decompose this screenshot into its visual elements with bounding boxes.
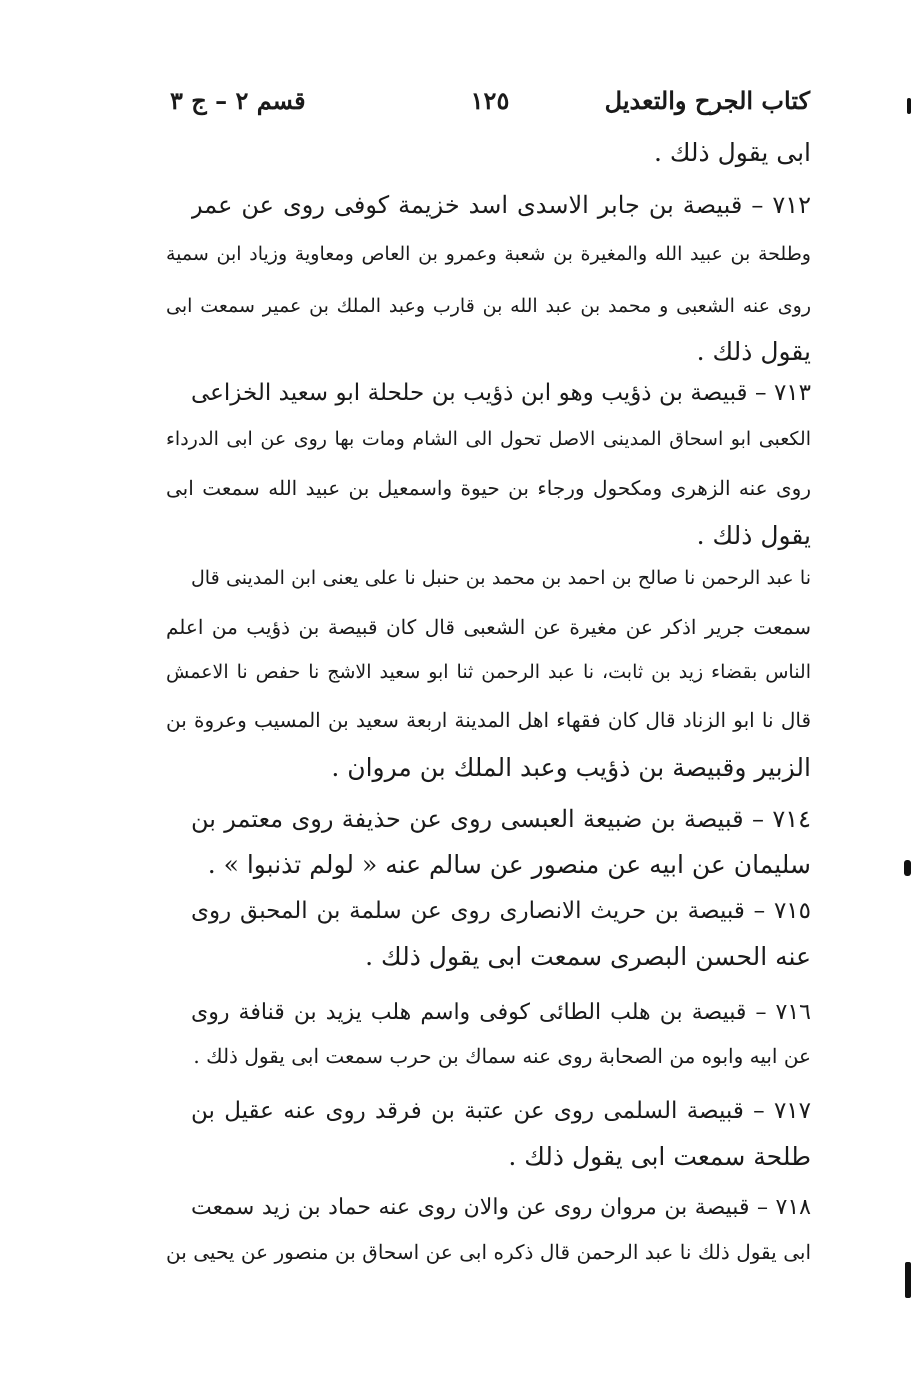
text-line: يقول ذلك .	[696, 521, 811, 550]
text-line: عنه الحسن البصرى سمعت ابى يقول ذلك .	[365, 942, 811, 971]
entry-714-line: ٧١٤ – قبيصة بن ضبيعة العبسى روى عن حذيفة روى معتمر بن	[191, 805, 811, 833]
text-line: الكعبى ابو اسحاق المدينى الاصل تحول الى الشام ومات بها روى عن ابى الدرداء	[166, 428, 811, 450]
entry-718-line: ٧١٨ – قبيصة بن مروان روى عن والان روى عنه حماد بن زيد سمعت	[191, 1195, 811, 1220]
section-volume: قسم ٢ – ج ٣	[170, 86, 306, 115]
text-line: روى عنه الشعبى و محمد بن عبد الله بن قارب وعبد الملك بن عمير سمعت ابى	[166, 295, 811, 317]
scan-edge-mark	[907, 98, 911, 114]
text-line: سمعت جرير اذكر عن مغيرة عن الشعبى قال كان قبيصة بن ذؤيب من اعلم	[166, 615, 811, 639]
running-header	[170, 86, 810, 126]
text-line: سليمان عن ابيه عن منصور عن سالم عنه « لولم تذنبوا » .	[207, 850, 811, 879]
text-line: وطلحة بن عبيد الله والمغيرة بن شعبة وعمرو بن العاص ومعاوية وزياد ابن سمية	[166, 243, 811, 265]
text-line: الناس بقضاء زيد بن ثابت، نا عبد الرحمن ثنا ابو سعيد الاشج نا حفص نا الاعمش	[166, 661, 811, 683]
entry-716-line: ٧١٦ – قبيصة بن هلب الطائى كوفى واسم هلب يزيد بن قنافة روى	[191, 1000, 811, 1025]
text-line: روى عنه الزهرى ومكحول ورجاء بن حيوة واسمعيل بن عبيد الله سمعت ابى	[166, 476, 811, 500]
entry-713-line: ٧١٣ – قبيصة بن ذؤيب وهو ابن ذؤيب بن حلحلة ابو سعيد الخزاعى	[191, 380, 811, 406]
narration-line: نا عبد الرحمن نا صالح بن احمد بن محمد بن حنبل نا على يعنى ابن المدينى قال	[191, 567, 811, 589]
entry-717-line: ٧١٧ – قبيصة السلمى روى عن عتبة بن فرقد روى عنه عقيل بن	[191, 1098, 811, 1124]
scan-edge-mark	[904, 860, 911, 876]
text-line: عن ابيه وابوه من الصحابة روى عنه سماك بن حرب سمعت ابى يقول ذلك .	[193, 1044, 811, 1068]
text-line: الزبير وقبيصة بن ذؤيب وعبد الملك بن مروان .	[331, 753, 811, 782]
scan-edge-mark	[905, 1262, 911, 1298]
text-line: قال نا ابو الزناد قال كان فقهاء اهل المدينة اربعة سعيد بن المسيب وعروة بن	[166, 708, 811, 732]
text-line: ابى يقول ذلك .	[653, 138, 811, 167]
page-number: ١٢٥	[470, 86, 510, 115]
entry-712-line: ٧١٢ – قبيصة بن جابر الاسدى اسد خزيمة كوفى روى عن عمر	[191, 191, 811, 219]
text-line: طلحة سمعت ابى يقول ذلك .	[508, 1142, 811, 1171]
entry-715-line: ٧١٥ – قبيصة بن حريث الانصارى روى عن سلمة بن المحبق روى	[191, 898, 811, 924]
book-title: كتاب الجرح والتعديل	[604, 86, 810, 115]
text-line: يقول ذلك .	[696, 337, 811, 366]
text-line: ابى يقول ذلك نا عبد الرحمن قال ذكره ابى عن اسحاق بن منصور عن يحيى بن	[166, 1240, 811, 1264]
